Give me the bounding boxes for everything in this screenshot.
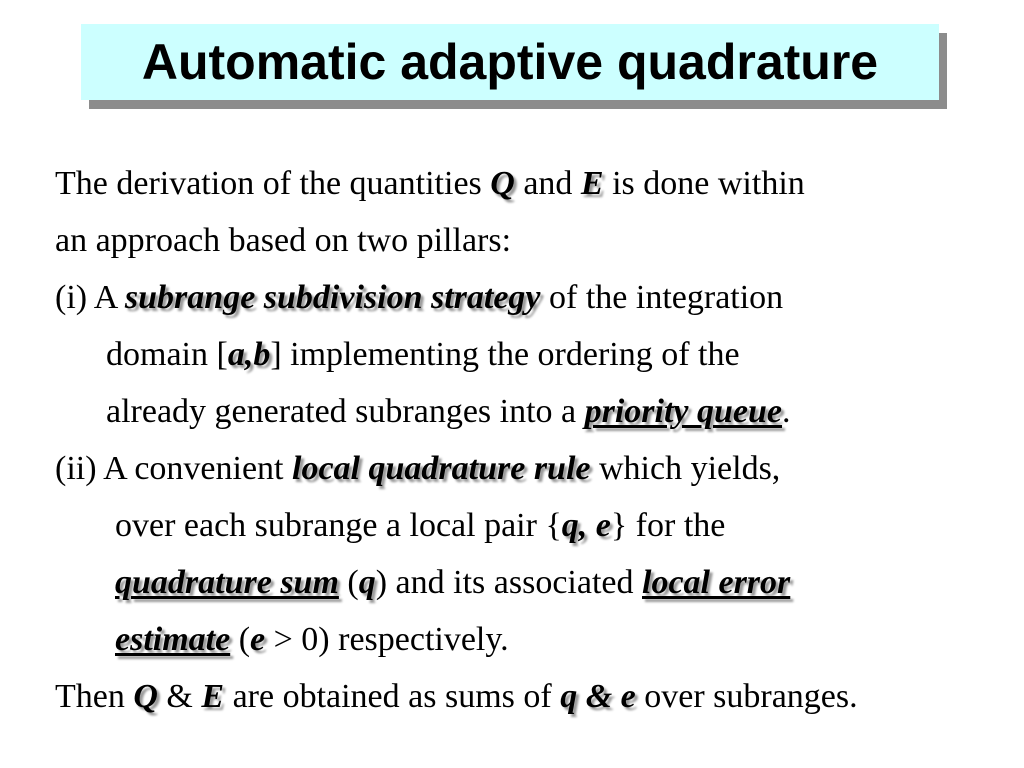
symbol-E: E bbox=[580, 165, 604, 202]
symbol-Q: Q bbox=[133, 678, 158, 715]
symbol-E: E bbox=[201, 678, 225, 715]
symbol-e: e bbox=[250, 621, 266, 658]
body-text: and bbox=[514, 165, 581, 202]
body-text: are obtained as sums of bbox=[224, 678, 561, 715]
body-line-2 bbox=[55, 221, 511, 261]
body-line-6 bbox=[55, 449, 780, 489]
body-text: > 0) respectively. bbox=[265, 621, 509, 658]
body-text: is done within bbox=[603, 165, 805, 202]
body-line-10 bbox=[55, 677, 858, 717]
body-text: which yields, bbox=[590, 450, 781, 487]
body-text: The derivation of the quantities bbox=[55, 165, 491, 202]
body-line-3 bbox=[55, 278, 783, 318]
term-quadrature-sum: quadrature sum bbox=[115, 564, 339, 601]
body-line-7 bbox=[115, 506, 725, 546]
symbol-a-b: a,b bbox=[227, 336, 271, 373]
term-local-quadrature-rule: local quadrature rule bbox=[292, 450, 591, 487]
symbol-q-e: q, e bbox=[561, 507, 611, 544]
body-text: of the integration bbox=[540, 279, 784, 316]
symbol-Q: Q bbox=[490, 165, 515, 202]
body-text: Then bbox=[55, 678, 134, 715]
body-text: ( bbox=[230, 621, 251, 658]
body-text: (ii) A convenient bbox=[55, 450, 293, 487]
body-text: ) and its associated bbox=[375, 564, 642, 601]
body-line-8 bbox=[115, 563, 790, 603]
body-line-5 bbox=[106, 392, 791, 432]
body-text: already generated subranges into a bbox=[106, 393, 585, 430]
title-banner bbox=[81, 24, 939, 100]
symbol-q-and-e: q & e bbox=[560, 678, 636, 715]
symbol-q: q bbox=[358, 564, 376, 601]
body-text: domain [ bbox=[106, 336, 228, 373]
body-text: over each subrange a local pair { bbox=[115, 507, 562, 544]
body-line-4 bbox=[106, 335, 740, 375]
body-text: ] implementing the ordering of the bbox=[270, 336, 740, 373]
slide-title: Automatic adaptive quadrature bbox=[141, 34, 879, 90]
term-priority-queue: priority queue bbox=[584, 393, 783, 430]
body-text: an approach based on two pillars: bbox=[55, 222, 512, 259]
body-text: (i) A bbox=[55, 279, 125, 316]
body-text: & bbox=[157, 678, 202, 715]
body-text: over subranges. bbox=[635, 678, 858, 715]
body-text: } for the bbox=[610, 507, 726, 544]
term-local-error: local error bbox=[642, 564, 791, 601]
body-text: ( bbox=[338, 564, 359, 601]
term-estimate: estimate bbox=[115, 621, 231, 658]
body-line-1 bbox=[55, 164, 805, 204]
body-line-9 bbox=[115, 620, 509, 660]
term-subrange-subdivision-strategy: subrange subdivision strategy bbox=[124, 279, 541, 316]
body-text: . bbox=[782, 393, 791, 430]
